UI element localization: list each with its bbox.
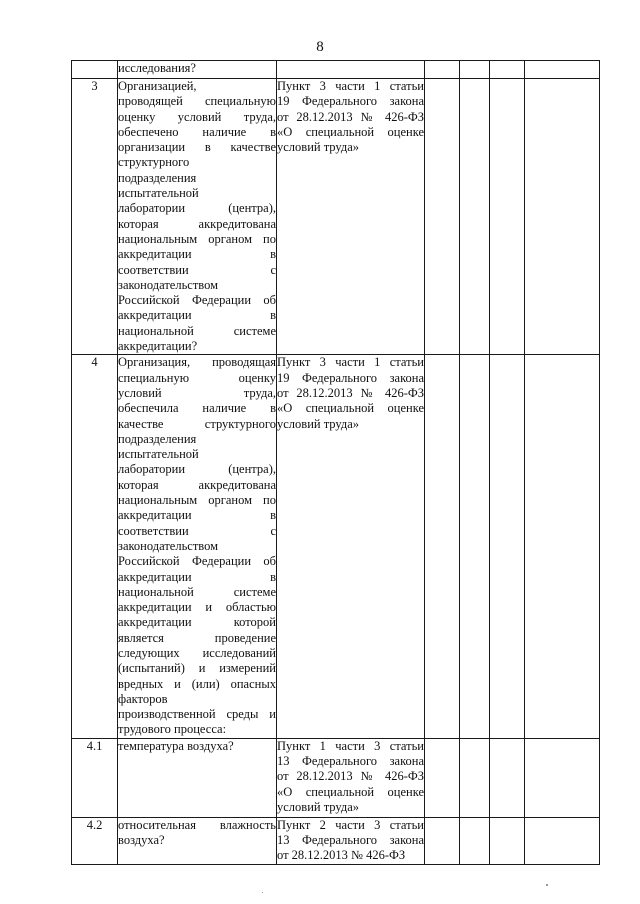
reference-line: 19 Федерального закона — [277, 370, 424, 385]
question-line: аккредитации? — [118, 339, 198, 354]
notes-cell — [525, 817, 600, 864]
legal-reference-cell — [277, 355, 425, 738]
question-cell — [118, 79, 277, 355]
reference-line: 13 Федерального закона — [277, 833, 424, 848]
answer-yes-cell — [425, 61, 460, 79]
question-line: соответствии с — [118, 262, 276, 277]
legal-reference-cell — [277, 738, 425, 817]
question-line: исследования? — [118, 61, 196, 75]
question-line: температура воздуха? — [118, 738, 234, 753]
reference-line: 13 Федерального закона — [277, 754, 424, 769]
reference-line: Пункт 2 части 3 статьи — [277, 817, 424, 832]
question-line: следующих исследований — [118, 645, 276, 660]
answer-na-cell — [490, 79, 525, 355]
answer-yes-cell — [425, 355, 460, 738]
reference-line: условий труда» — [277, 140, 360, 155]
row-number: 4.1 — [72, 738, 118, 817]
question-line: обеспечено наличие в — [118, 124, 276, 139]
question-cell — [118, 355, 277, 738]
question-line: проводящей специальную — [118, 94, 276, 109]
question-line: Организация, проводящая — [118, 355, 276, 370]
question-line: обеспечила наличие в — [118, 401, 276, 416]
answer-yes-cell — [425, 817, 460, 864]
question-line: условий труда, — [118, 385, 276, 400]
question-line: законодательством — [118, 277, 219, 292]
answer-no-cell — [460, 738, 490, 817]
question-line: факторов — [118, 691, 168, 706]
answer-na-cell — [490, 61, 525, 79]
page-number: 8 — [316, 39, 324, 55]
answer-yes-cell — [425, 738, 460, 817]
row-number: 4 — [72, 355, 118, 738]
scan-speck — [262, 892, 263, 893]
question-line: аккредитации в — [118, 508, 276, 523]
question-line: (испытаний) и измерений — [118, 661, 276, 676]
table-row — [72, 355, 600, 738]
question-line: специальную оценку — [118, 370, 276, 385]
question-line: трудового процесса: — [118, 722, 227, 737]
question-line: подразделения — [118, 431, 197, 446]
question-line: которая аккредитована — [118, 477, 276, 492]
answer-no-cell — [460, 355, 490, 738]
notes-cell — [525, 355, 600, 738]
row-number: 3 — [72, 79, 118, 355]
question-line: Российской Федерации об — [118, 293, 276, 308]
question-line: Организацией, — [118, 79, 197, 93]
table-row — [72, 79, 600, 355]
answer-na-cell — [490, 817, 525, 864]
question-line: испытательной — [118, 186, 199, 201]
question-line: подразделения — [118, 170, 197, 185]
table-row — [72, 738, 600, 817]
question-line: национальной системе — [118, 323, 276, 338]
reference-line: «О специальной оценке — [277, 124, 424, 139]
notes-cell — [525, 738, 600, 817]
answer-na-cell — [490, 738, 525, 817]
question-line: испытательной — [118, 447, 199, 462]
question-cell — [118, 738, 277, 817]
reference-line: от 28.12.2013 № 426-ФЗ — [277, 385, 424, 400]
question-line: воздуха? — [118, 833, 165, 848]
reference-line: от 28.12.2013 № 426-ФЗ — [277, 769, 424, 784]
reference-line: условий труда» — [277, 799, 360, 814]
notes-cell — [525, 79, 600, 355]
answer-no-cell — [460, 61, 490, 79]
question-line: лаборатории (центра), — [118, 201, 276, 216]
question-line: производственной среды и — [118, 707, 276, 722]
answer-no-cell — [460, 817, 490, 864]
answer-yes-cell — [425, 79, 460, 355]
question-line: Российской Федерации об — [118, 554, 276, 569]
row-number: 4.2 — [72, 817, 118, 864]
question-line: национальной системе — [118, 584, 276, 599]
question-line: национальным органом по — [118, 493, 276, 508]
question-line: национальным органом по — [118, 231, 276, 246]
reference-line: от 28.12.2013 № 426-ФЗ — [277, 848, 406, 863]
question-cell — [118, 61, 277, 79]
question-line: лаборатории (центра), — [118, 462, 276, 477]
question-line: аккредитации в — [118, 308, 276, 323]
question-line: аккредитации и областью — [118, 600, 276, 615]
question-line: аккредитации которой — [118, 615, 276, 630]
question-line: организации в качестве — [118, 140, 276, 155]
question-line: является проведение — [118, 630, 276, 645]
question-line: аккредитации в — [118, 247, 276, 262]
reference-line: от 28.12.2013 № 426-ФЗ — [277, 109, 424, 124]
table-row — [72, 817, 600, 864]
question-line: оценку условий труда, — [118, 109, 276, 124]
question-line: качестве структурного — [118, 416, 276, 431]
question-line: аккредитации в — [118, 569, 276, 584]
question-cell — [118, 817, 277, 864]
question-line: которая аккредитована — [118, 216, 276, 231]
reference-line: «О специальной оценке — [277, 784, 424, 799]
reference-line: 19 Федерального закона — [277, 94, 424, 109]
question-line: вредных и (или) опасных — [118, 676, 276, 691]
legal-reference-cell — [277, 817, 425, 864]
question-line: структурного — [118, 155, 190, 170]
legal-reference-cell — [277, 79, 425, 355]
reference-line: условий труда» — [277, 416, 360, 431]
reference-line: Пункт 1 части 3 статьи — [277, 738, 424, 753]
question-line: относительная влажность — [118, 817, 276, 832]
reference-line: Пункт 3 части 1 статьи — [277, 355, 424, 370]
reference-line: Пункт 3 части 1 статьи — [277, 79, 424, 93]
reference-line: «О специальной оценке — [277, 401, 424, 416]
answer-no-cell — [460, 79, 490, 355]
question-line: законодательством — [118, 538, 219, 553]
notes-cell — [525, 61, 600, 79]
checklist-table — [71, 60, 600, 865]
answer-na-cell — [490, 355, 525, 738]
table-row — [72, 61, 600, 79]
question-line: соответствии с — [118, 523, 276, 538]
row-number — [72, 61, 118, 79]
scan-speck — [546, 884, 548, 886]
legal-reference-cell — [277, 61, 425, 79]
